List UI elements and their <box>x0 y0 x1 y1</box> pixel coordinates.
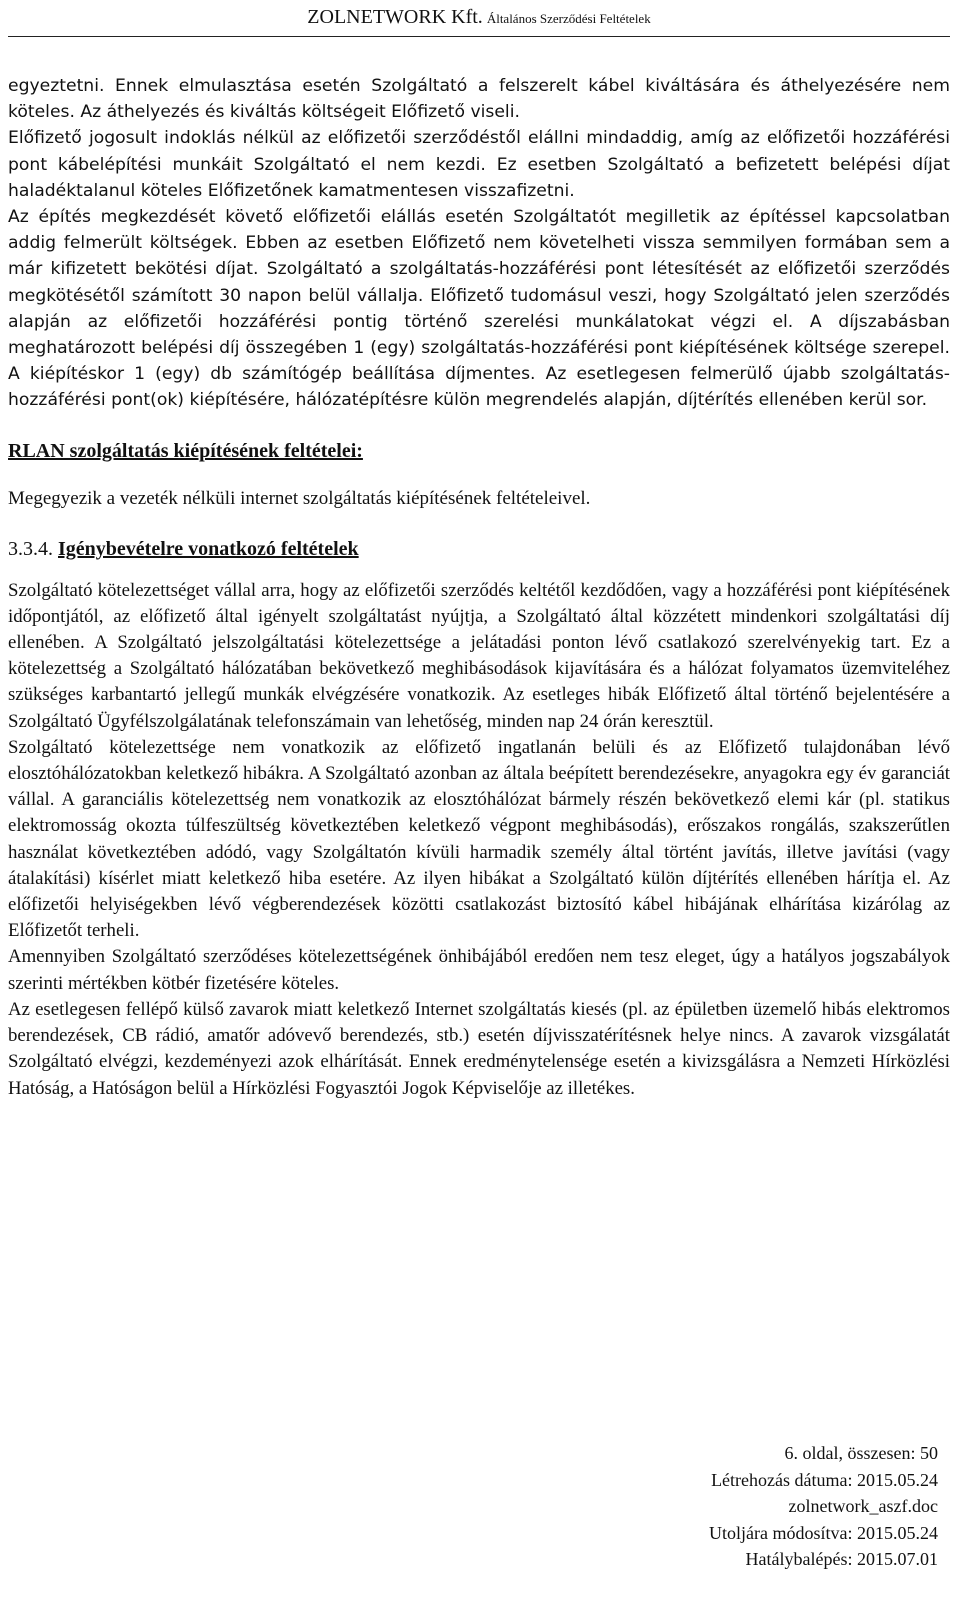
paragraph: Szolgáltató kötelezettsége nem vonatkozik az előfizető ingatlanán belüli és az Előfizető tulajdonában lévő elosztóhálózatokban keletkező hibákra. A Szolgáltató azonban az általa beépített berendezésekre, anyagokra egy év garanciát vállal. A garanciális kötelezettség nem vonatkozik az elosztóhálózat bármely részén bekövetkező elemi kár (pl. statikus elektromosság okozta túlfeszültség következtében keletkező végpont meghibásodás), erőszakos rongálás, szakszerűtlen használat következtében adódó, vagy Szolgáltatón kívüli harmadik személy által történt javítás, illetve javítási (vagy átalakítási) kísérlet miatt keletkező hiba esetére. Az ilyen hibákat a Szolgáltató külön díjtérítés ellenében hárítja el. Az előfizetői helyiségekben lévő végberendezések közötti csatlakozást biztosító kábel hibájának elhárítása kizárólag az Előfizetőt terheli. <box>8 736 950 942</box>
header-divider <box>8 36 950 37</box>
conditions-section <box>8 578 950 1102</box>
header-company: ZOLNETWORK Kft. <box>307 6 483 28</box>
footer-filename: zolnetwork_aszf.doc <box>788 1496 938 1516</box>
rlan-section-title: RLAN szolgáltatás kiépítésének feltételei: <box>8 439 363 462</box>
paragraph: Előfizető jogosult indoklás nélkül az előfizetői szerződéstől elállni mindaddig, amíg az előfizetői hozzáférési pont kábelépítési munkáit Szolgáltató el nem kezdi. Ez esetben Szolgáltató a befizetett belépési díjat haladéktalanul köteles Előfizetőnek kamatmentesen visszafizetni. <box>8 128 950 201</box>
document-page <box>0 4 960 1597</box>
paragraph: Amennyiben Szolgáltató szerződéses kötelezettségének önhibájából eredően nem tesz eleget, úgy a hatályos jogszabályok szerinti mértékben kötbér fizetésére köteles. <box>8 946 950 994</box>
page-header <box>8 4 950 32</box>
document-content <box>8 73 950 1102</box>
footer-effective-date: Hatálybalépés: 2015.07.01 <box>745 1549 938 1569</box>
header-subtitle: Általános Szerződési Feltételek <box>486 11 651 26</box>
footer-created-date: Létrehozás dátuma: 2015.05.24 <box>711 1469 938 1490</box>
rlan-section-text: Megegyezik a vezeték nélküli internet szolgáltatás kiépítésének feltételeivel. <box>8 487 591 509</box>
paragraph: Az esetlegesen fellépő külső zavarok miatt keletkező Internet szolgáltatás kiesés (pl. az épületben üzemelő hibás elektromos berendezések, CB rádió, amatőr adóvevő berendezés, stb.) esetén díjvisszatérítésnek helye nincs. A zavarok vizsgálatát Szolgáltató elvégzi, kezdeményezi azok elhárítását. Ennek eredménytelensége esetén a kivizsgálásra a Nemzeti Hírközlési Hatóság, a Hatóságon belül a Hírközlési Fogyasztói Jogok Képviselője az illetékes. <box>8 998 950 1099</box>
intro-section <box>8 73 950 414</box>
footer-modified-date: Utoljára módosítva: 2015.05.24 <box>709 1522 938 1543</box>
footer-page-info: 6. oldal, összesen: 50 <box>784 1443 938 1463</box>
paragraph: Az építés megkezdését követő előfizetői elállás esetén Szolgáltatót megilletik az építéssel kapcsolatban addig felmerült költségek. Ebben az esetben Előfizető nem követelheti vissza semmilyen formában sem a már kifizetett bekötési díjat. Szolgáltató a szolgáltatás-hozzáférési pont létesítését az előfizetői szerződés megkötésétől számított 30 napon belül vállalja. Előfizető tudomásul veszi, hogy Szolgáltató jelen szerződés alapján az előfizetői hozzáférési pontig történő szerelési munkálatokat végzi el. A díjszabásban meghatározott belépési díj összegében 1 (egy) szolgáltatás-hozzáférési pont kiépítésének költsége szerepel. A kiépítéskor 1 (egy) db számítógép beállítása díjmentes. Az esetlegesen felmerülő újabb szolgáltatás-hozzáférési pont(ok) kiépítésére, hálózatépítésre külön megrendelés alapján, díjtérítés ellenében kerül sor. <box>8 207 950 411</box>
paragraph: Szolgáltató kötelezettséget vállal arra, hogy az előfizetői szerződés keltétől kezdődően, vagy a hozzáférési pont kiépítésének időpontjától, az előfizető által igényelt szolgáltatást nyújtja, a Szolgáltató által közzétett mindenkori szolgáltatási díj ellenében. A Szolgáltató jelszolgáltatási kötelezettsége a jelátadási ponton lévő csatlakozó szerelvényekig tart. Ez a kötelezettség a Szolgáltató hálózatában bekövetkező meghibásodások kijavítására és a hálózat folyamatos üzemviteléhez szükséges karbantartó jellegű munkák elvégzésére vonatkozik. Az esetleges hibák Előfizető által történő bejelentésére a Szolgáltató Ügyfélszolgálatának telefonszámain van lehetőség, minden nap 24 órán keresztül. <box>8 579 950 732</box>
page-footer <box>709 1440 938 1573</box>
paragraph: egyeztetni. Ennek elmulasztása esetén Szolgáltató a felszerelt kábel kiváltására és áthelyezésére nem köteles. Az áthelyezés és kiváltás költségeit Előfizető viseli. <box>8 76 950 123</box>
subsection-title: Igénybevételre vonatkozó feltételek <box>58 537 359 560</box>
subsection-number: 3.3.4. <box>8 537 53 560</box>
subsection-heading <box>8 536 950 562</box>
